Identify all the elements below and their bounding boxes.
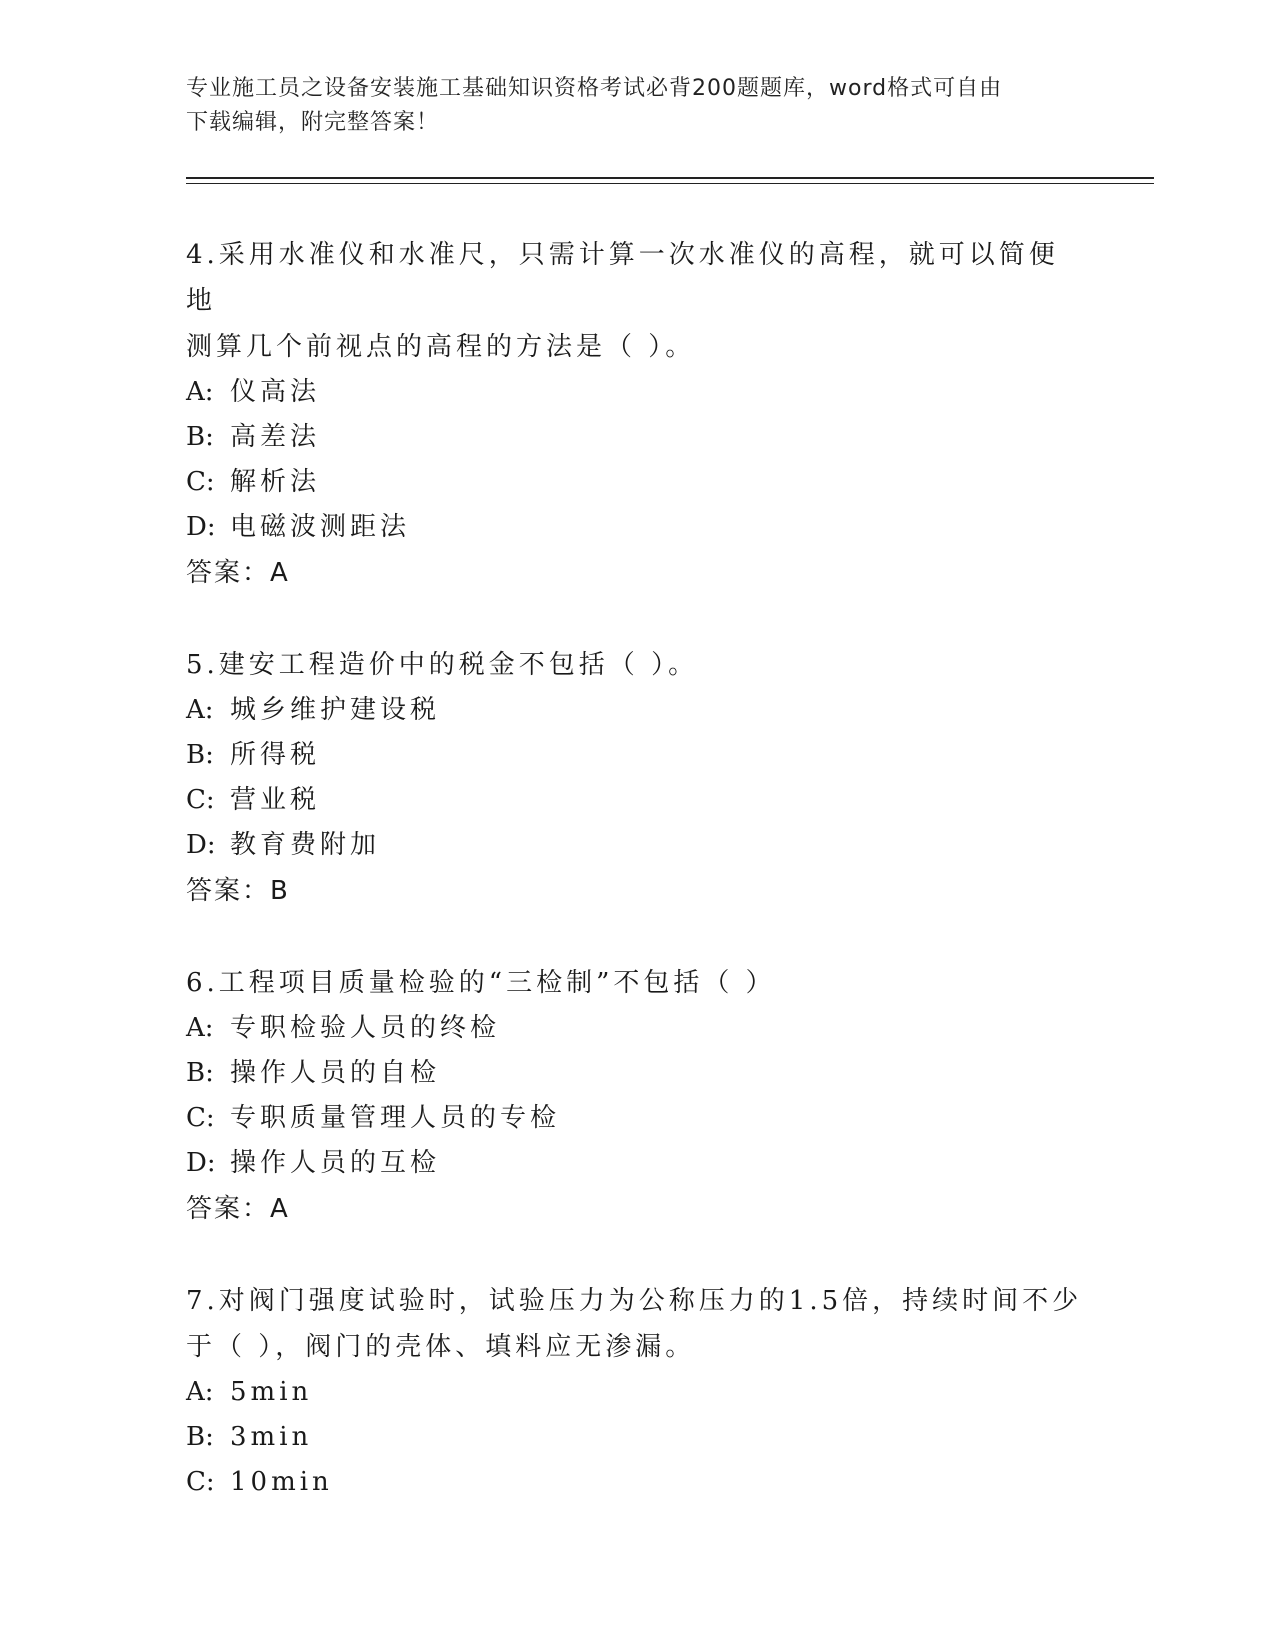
question-text-line-1: 7.对阀门强度试验时，试验压力为公称压力的1.5倍，持续时间不少: [186, 1286, 1083, 1316]
question-item: [186, 960, 1086, 1232]
option-text: 营业税: [230, 785, 321, 815]
option-text: 解析法: [230, 467, 321, 497]
answer-line: 答案：A: [186, 1194, 290, 1224]
question-text-line-1: 5.建安工程造价中的税金不包括（ ）。: [186, 650, 699, 680]
option-d: [186, 505, 1086, 550]
question-list: [186, 232, 1086, 1551]
question-text-line-2: 测算几个前视点的高程的方法是（ ）。: [186, 332, 696, 362]
question-text-line-1: 6.工程项目质量检验的“三检制”不包括（ ）: [186, 968, 776, 998]
header-title-line-2: 下载编辑，附完整答案！: [186, 110, 440, 135]
option-b: [186, 1415, 1086, 1460]
question-text-line-1: 4.采用水准仪和水准尺，只需计算一次水准仪的高程，就可以简便地: [186, 240, 1059, 316]
option-key: A:: [186, 695, 214, 725]
option-key: C:: [186, 1467, 215, 1497]
option-key: B:: [186, 740, 214, 770]
option-text: 3min: [230, 1422, 313, 1452]
option-key: B:: [186, 1422, 214, 1452]
header-divider-bottom: [186, 183, 1154, 184]
option-key: C:: [186, 467, 215, 497]
question-item: [186, 232, 1086, 596]
option-c: [186, 460, 1086, 505]
option-b: [186, 733, 1086, 778]
option-key: A:: [186, 377, 214, 407]
option-a: [186, 1006, 1086, 1051]
question-text-line-2: 于（ ），阀门的壳体、填料应无渗漏。: [186, 1332, 696, 1362]
option-text: 电磁波测距法: [230, 512, 411, 542]
option-text: 10min: [230, 1467, 333, 1497]
option-key: A:: [186, 1377, 214, 1407]
option-key: B:: [186, 422, 214, 452]
option-key: A:: [186, 1013, 214, 1043]
option-c: [186, 1096, 1086, 1141]
option-d: [186, 823, 1086, 868]
option-a: [186, 370, 1086, 415]
option-text: 专职质量管理人员的专检: [230, 1103, 561, 1133]
option-a: [186, 1370, 1086, 1415]
question-item: [186, 1278, 1086, 1505]
option-key: C:: [186, 785, 215, 815]
answer-line: 答案：A: [186, 558, 290, 588]
option-c: [186, 778, 1086, 823]
option-b: [186, 1051, 1086, 1096]
option-text: 仪高法: [230, 377, 321, 407]
question-item: [186, 642, 1086, 914]
option-a: [186, 688, 1086, 733]
header-title-line-1: 专业施工员之设备安装施工基础知识资格考试必背200题题库，word格式可自由: [186, 76, 1003, 101]
option-text: 高差法: [230, 422, 321, 452]
answer-line: 答案：B: [186, 876, 290, 906]
option-c: [186, 1460, 1086, 1505]
option-key: D:: [186, 1148, 216, 1178]
option-text: 操作人员的自检: [230, 1058, 441, 1088]
document-header: [186, 72, 1086, 140]
option-key: C:: [186, 1103, 215, 1133]
option-text: 5min: [230, 1377, 313, 1407]
header-divider-top: [186, 177, 1154, 179]
option-text: 操作人员的互检: [230, 1148, 441, 1178]
option-b: [186, 415, 1086, 460]
option-d: [186, 1141, 1086, 1186]
option-text: 城乡维护建设税: [230, 695, 441, 725]
option-key: B:: [186, 1058, 214, 1088]
option-key: D:: [186, 512, 216, 542]
option-text: 专职检验人员的终检: [230, 1013, 501, 1043]
option-text: 所得税: [230, 740, 321, 770]
option-text: 教育费附加: [230, 830, 381, 860]
option-key: D:: [186, 830, 216, 860]
